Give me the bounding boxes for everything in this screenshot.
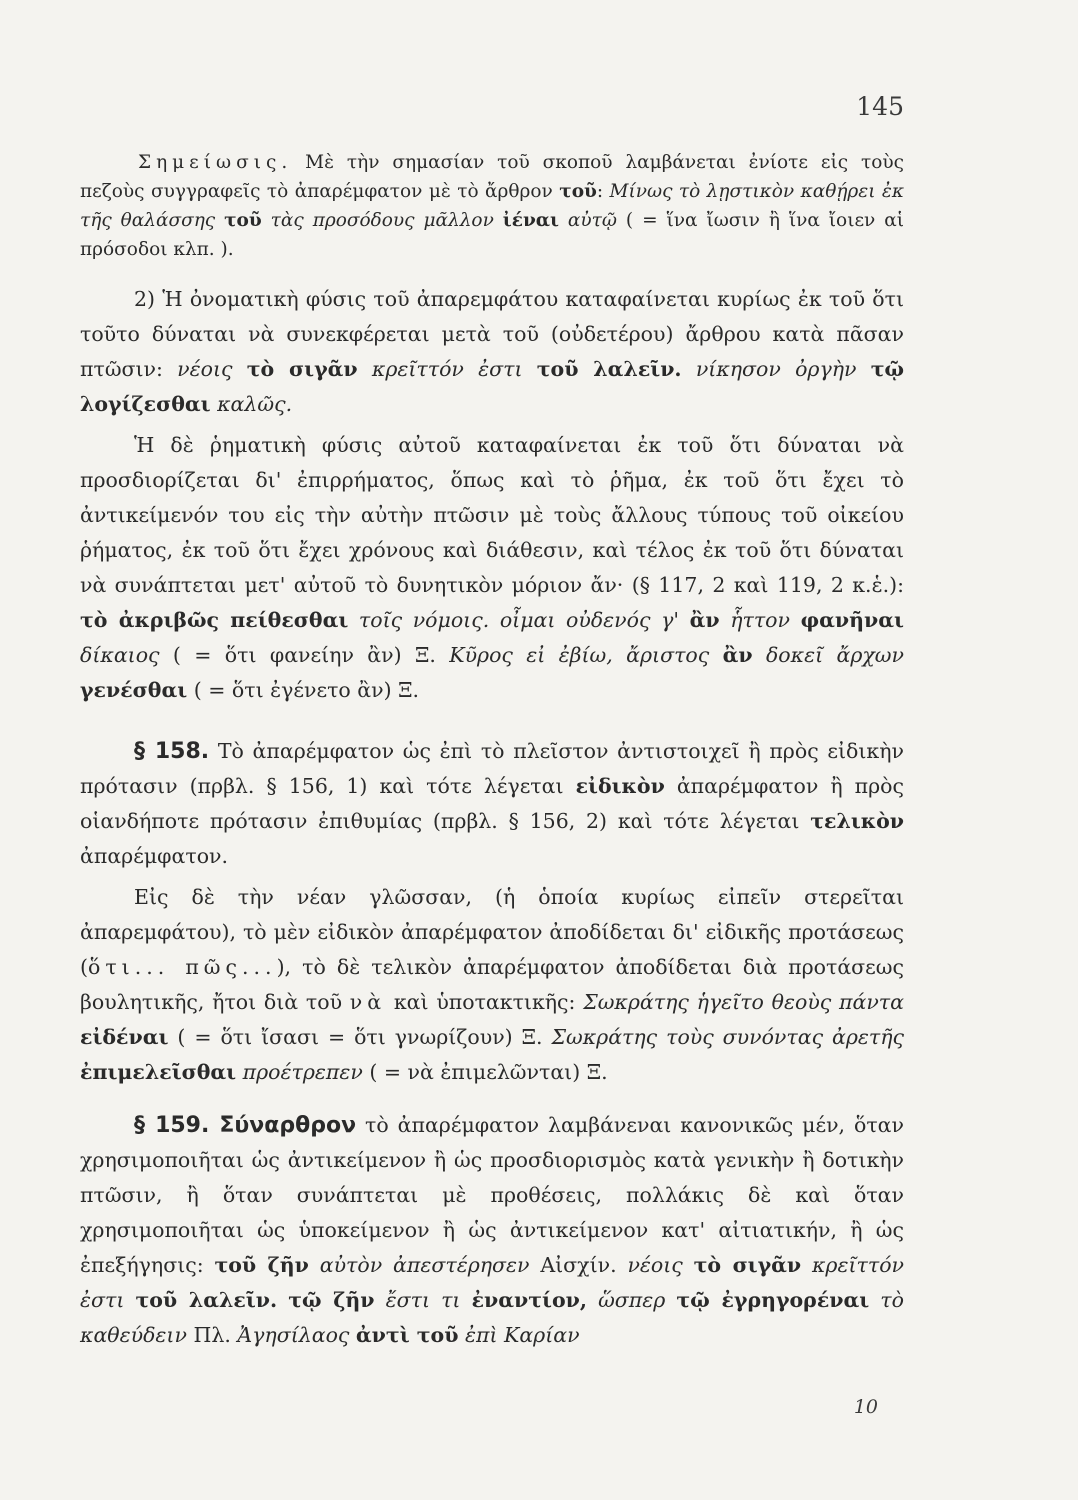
section-number-158: § 158.	[134, 739, 210, 764]
paragraph-modern-language: Εἰς δὲ τὴν νέαν γλῶσσαν, (ἡ ὁποία κυρίως εἰπεῖν στερεῖται ἀπαρεμφάτου), τὸ μὲν εἰδικὸν ἀπαρέμφατον ἀποδίδεται δι' εἰδικῆς προτάσεως (ὅτι... πῶς...), τὸ δὲ τελικὸν ἀπαρέμφατον ἀποδίδεται διὰ προτάσεως βουλητικῆς, ἤτοι διὰ τοῦ νὰ καὶ ὑποτακτικῆς: Σωκράτης ἡγεῖτο θεοὺς πάντα εἰδέναι ( = ὅτι ἴσασι = ὅτι γνωρίζουν) Ξ. Σωκράτης τοὺς συνόντας ἀρετῆς ἐπιμελεῖσθαι προέτρεπεν ( = νὰ ἐπιμελῶνται) Ξ.	[80, 885, 905, 1084]
note-label: Σημείωσις.	[138, 152, 293, 173]
section-heading-synarthron: Σύναρθρον	[209, 1113, 357, 1138]
section-159: § 159. Σύναρθρον τὸ ἀπαρέμφατον λαμβάνεναι κανονικῶς μέν, ὅταν χρησιμοποιῆται ὡς ἀντικείμενον ἢ ὡς προσδιορισμὸς κατὰ γενικὴν ἢ δοτικὴν πτῶσιν, ἢ ὅταν συνάπτεται μὲ προθέσεις, πολλάκις δὲ καὶ ὅταν χρησιμοποιῆται ὡς ὑποκείμενον ἢ ὡς ἀντικείμενον κατ' αἰτιατικήν, ἢ ὡς ἐπεξήγησις: τοῦ ζῆν αὐτὸν ἀπεστέρησεν Αἰσχίν. νέοις τὸ σιγᾶν κρεῖττόν ἐστι τοῦ λαλεῖν. τῷ ζῆν ἔστι τι ἐναντίον, ὥσπερ τῷ ἐγρηγορέναι τὸ καθεύδειν Πλ. Ἀγησίλαος ἀντὶ τοῦ ἐπὶ Καρίαν	[80, 1113, 905, 1347]
paragraph-nominal-nature: 2) Ἡ ὀνοματικὴ φύσις τοῦ ἀπαρεμφάτου καταφαίνεται κυρίως ἐκ τοῦ ὅτι τοῦτο δύναται νὰ συνεκφέρεται μετὰ τοῦ (οὐδετέρου) ἄρθρου κατὰ πᾶσαν πτῶσιν: νέοις τὸ σιγᾶν κρεῖττόν ἐστι τοῦ λαλεῖν. νίκησον ὀργὴν τῷ λογίζεσθαι καλῶς.	[80, 287, 905, 416]
page-number: 145	[856, 92, 904, 121]
page-body	[80, 148, 904, 1359]
paragraph-verbal-nature: Ἡ δὲ ῥηματικὴ φύσις αὐτοῦ καταφαίνεται ἐκ τοῦ ὅτι δύναται νὰ προσδιορίζεται δι' ἐπιρρήματος, ὅπως καὶ τὸ ῥῆμα, ἐκ τοῦ ὅτι ἔχει τὸ ἀντικείμενόν του εἰς τὴν αὐτὴν πτῶσιν μὲ τοὺς ἄλλους τύπους τοῦ οἰκείου ῥήματος, ἐκ τοῦ ὅτι ἔχει χρόνους καὶ διάθεσιν, καὶ τέλος ἐκ τοῦ ὅτι δύναται νὰ συνάπτεται μετ' αὐτοῦ τὸ δυνητικὸν μόριον ἄν· (§ 117, 2 καὶ 119, 2 κ.ἑ.): τὸ ἀκριβῶς πείθεσθαι τοῖς νόμοις. οἶμαι οὐδενός γ' ἂν ἧττον φανῆναι δίκαιος ( = ὅτι φανείην ἂν) Ξ. Κῦρος εἰ ἐβίω, ἄριστος ἂν δοκεῖ ἄρχων γενέσθαι ( = ὅτι ἐγένετο ἂν) Ξ.	[80, 433, 904, 702]
note-paragraph: Σημείωσις. Μὲ τὴν σημασίαν τοῦ σκοποῦ λαμβάνεται ἐνίοτε εἰς τοὺς πεζοὺς συγγραφεῖς τὸ ἀπαρέμφατον μὲ τὸ ἄρθρον τοῦ: Μίνως τὸ λῃστικὸν καθῄρει ἐκ τῆς θαλάσσης τοῦ τὰς προσόδους μᾶλλον ἰέναι αὐτῷ ( = ἵνα ἴωσιν ἢ ἵνα ἴοιεν αἱ πρόσοδοι κλπ. ).	[80, 152, 904, 260]
section-158: § 158. Τὸ ἀπαρέμφατον ὡς ἐπὶ τὸ πλεῖστον ἀντιστοιχεῖ ἢ πρὸς εἰδικὴν πρότασιν (πρβλ. § 156, 1) καὶ τότε λέγεται εἰδικὸν ἀπαρέμφατον ἢ πρὸς οἱανδήποτε πρότασιν ἐπιθυμίας (πρβλ. § 156, 2) καὶ τότε λέγεται τελικὸν ἀπαρέμφατον.	[80, 739, 904, 868]
section-number-159: § 159.	[134, 1113, 210, 1138]
signature-mark: 10	[853, 1396, 878, 1418]
